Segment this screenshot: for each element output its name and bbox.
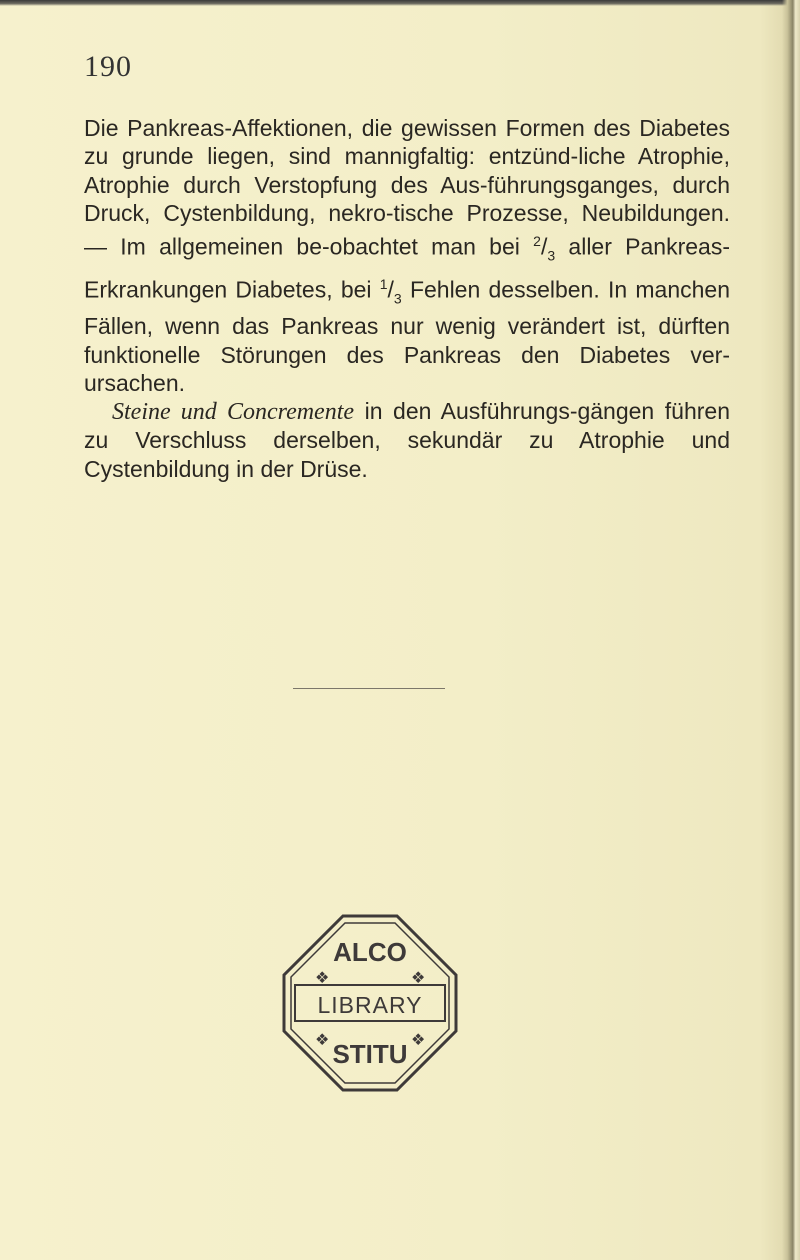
fraction-1-numerator: 2 bbox=[533, 233, 541, 250]
paragraph-2-italic: Steine und Concremente bbox=[112, 399, 355, 426]
paragraph-2 bbox=[84, 397, 730, 483]
stamp-center-text: LIBRARY bbox=[317, 992, 423, 1018]
stamp-star-bottom-left-icon: ❖ bbox=[315, 1030, 330, 1049]
stamp-star-left-icon: ❖ bbox=[315, 968, 330, 987]
page-right-edge bbox=[782, 0, 800, 1260]
stamp-top-text: ALCO bbox=[333, 937, 407, 967]
paragraph-1-text-a: Die Pankreas-Affektionen, die gewissen Formen des Diabetes zu grunde liegen, sind mannigfaltig: entzünd-liche Atrophie, Atrophie durch Verstopfung des Aus-führungsganges, durch Druck, Cystenbildung, nekro-tische Prozesse, Neubildungen. — Im allgemeinen be-obachtet man bei bbox=[84, 115, 730, 260]
stamp-bottom-text: STITU bbox=[332, 1039, 408, 1069]
fraction-2-numerator: 1 bbox=[379, 275, 388, 292]
stamp-star-right-icon: ❖ bbox=[411, 968, 426, 987]
library-stamp bbox=[281, 913, 459, 1093]
body-text bbox=[84, 114, 730, 483]
stamp-star-bottom-right-icon: ❖ bbox=[411, 1030, 426, 1049]
paragraph-1: Die Pankreas-Affektionen, die gewissen Formen des Diabetes zu grunde liegen, sind mannigfaltig: entzünd-liche Atrophie, Atrophie durch Verstopfung des Aus-führungsganges, durch Druck, Cystenbildung, nekro-tische Prozesse, Neubildungen. — Im allgemeinen be-obachtet man bei $^2/_3$ aller Pankreas-Erkrankungen Diabetes, bei $^1/_3$ Fehlen desselben. In manchen Fällen, wenn das Pankreas nur wenig verändert ist, dürften funktionelle Störungen des Pankreas den Diabetes ver-ursachen. bbox=[84, 115, 730, 396]
paragraph-1-text-c: Fehlen desselben. In manchen Fällen, wenn das Pankreas nur wenig verändert ist, dürften funktionelle Störungen des Pankreas den Diabetes ver-ursachen. bbox=[84, 276, 730, 396]
paragraph-2-text: in den Ausführungs-gängen führen zu Verschluss derselben, sekundär zu Atrophie und Cystenbildung in der Drüse. bbox=[84, 398, 730, 482]
paragraph-1-text-b: aller Pankreas-Erkrankungen Diabetes, bei bbox=[84, 233, 730, 303]
page-top-edge bbox=[0, 0, 800, 6]
fraction-1-denominator: 3 bbox=[547, 247, 556, 264]
section-divider bbox=[293, 688, 445, 689]
fraction-2-denominator: 3 bbox=[393, 289, 402, 306]
page-number: 190 bbox=[84, 50, 132, 83]
